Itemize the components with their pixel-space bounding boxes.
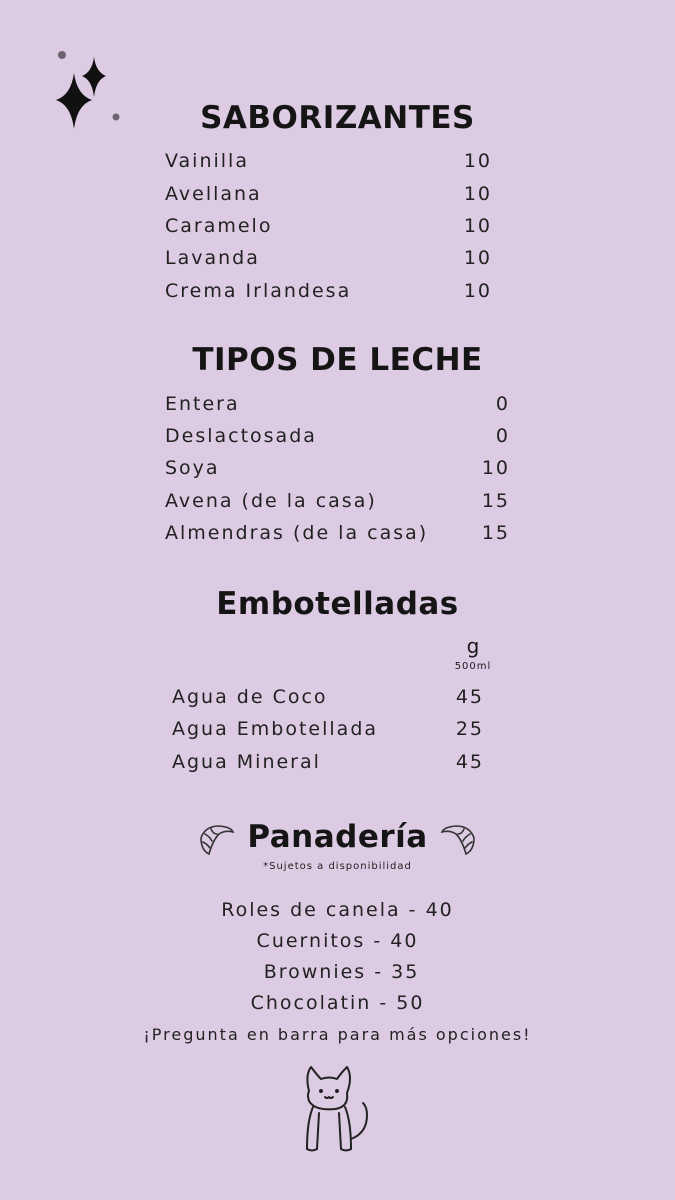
section-title-leche: TIPOS DE LECHE — [192, 342, 483, 378]
cat-icon — [295, 1063, 380, 1158]
list-item: Lavanda — [165, 247, 260, 269]
item-price: 0 — [495, 393, 510, 415]
item-price: 10 — [463, 150, 492, 172]
list-item: Vainilla — [165, 150, 249, 172]
footer-note: ¡Pregunta en barra para más opciones! — [143, 1025, 532, 1044]
size-sublabel: 500ml — [454, 661, 492, 672]
item-price: 10 — [463, 183, 492, 205]
item-price: 15 — [481, 490, 510, 512]
availability-note: *Sujetos a disponibilidad — [263, 861, 412, 872]
list-item: Entera — [165, 393, 240, 415]
list-item: Almendras (de la casa) — [165, 522, 429, 544]
item-price: 45 — [455, 686, 484, 708]
item-price: 10 — [463, 280, 492, 302]
item-price: 15 — [481, 522, 510, 544]
item-price: 10 — [463, 247, 492, 269]
item-price: 10 — [481, 457, 510, 479]
list-item: Crema Irlandesa — [165, 280, 352, 302]
list-item: Avena (de la casa) — [165, 490, 377, 512]
list-item: Cuernitos - 40 — [256, 930, 419, 952]
list-item: Soya — [165, 457, 220, 479]
list-item: Chocolatin - 50 — [250, 992, 425, 1014]
list-item: Caramelo — [165, 215, 273, 237]
section-title-panaderia: Panadería — [247, 819, 428, 855]
list-item: Agua de Coco — [172, 686, 328, 708]
item-price: 45 — [455, 751, 484, 773]
list-item: Deslactosada — [165, 425, 317, 447]
section-title-embotelladas: Embotelladas — [216, 586, 459, 622]
item-price: 0 — [495, 425, 510, 447]
croissant-icon — [438, 820, 480, 860]
list-item: Brownies - 35 — [263, 961, 420, 983]
item-price: 25 — [455, 718, 484, 740]
list-item: Agua Embotellada — [172, 718, 379, 740]
list-item: Agua Mineral — [172, 751, 321, 773]
section-title-saborizantes: SABORIZANTES — [200, 100, 475, 136]
list-item: Roles de canela - 40 — [221, 899, 454, 921]
size-label: g — [466, 634, 480, 658]
list-item: Avellana — [165, 183, 262, 205]
item-price: 10 — [463, 215, 492, 237]
